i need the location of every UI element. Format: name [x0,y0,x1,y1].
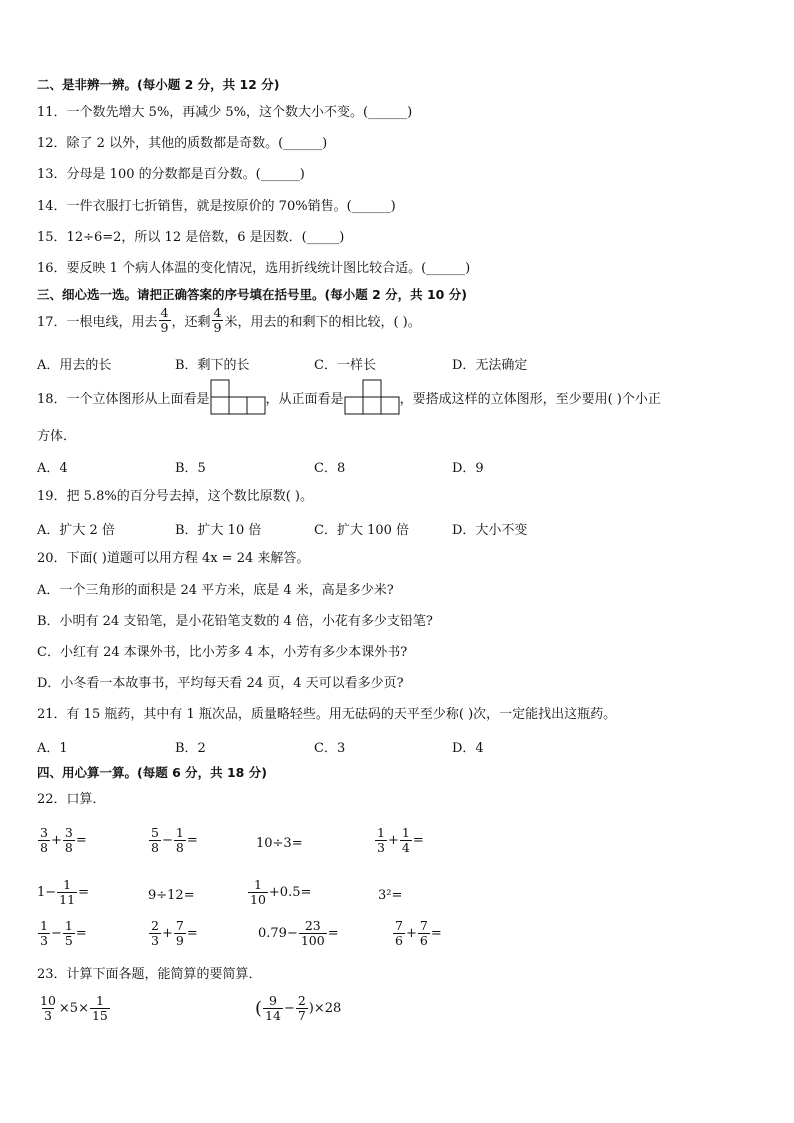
q23-title: 23．计算下面各题，能简算的要简算． [37,967,262,982]
q17-option-c: C．一样长 [314,358,376,373]
q22-title: 22．口算． [37,792,106,807]
section-2-heading: 二、是非辨一辨。(每小题 2 分，共 12 分) [37,77,280,92]
calc-r1-b: $\frac{5}{8}$ − $\frac{1}{8}$ = [151,825,198,855]
q21-option-d: D．4 [452,741,484,756]
q18-option-a: A．4 [37,461,68,476]
calc-23-expr-2: ( $\frac{9}{14}$ − $\frac{2}{7}$ )×28 [255,993,342,1023]
q17-option-b: B．剩下的长 [175,358,250,373]
front-view-figure [344,379,400,415]
calc-r3-d: $\frac{7}{6}$ + $\frac{7}{6}$ = [395,918,442,948]
q18-text-3: ，要搭成这样的立体图形，至少要用( )个小正 [399,391,661,407]
q18-text-4: 方体． [37,429,77,444]
top-view-figure [210,379,266,415]
calc-r1-c: 10÷3= [256,836,303,851]
fraction: $\frac{4}{9}$ [213,305,222,335]
q17-text-2: ，还剩 [171,315,211,330]
question-18 [37,379,661,415]
question-14: 14．一件衣服打七折销售，就是按原价的 70%销售。(______) [37,199,396,214]
question-11: 11．一个数先增大 5%，再减少 5%，这个数大小不变。(______) [37,105,413,120]
q19-option-c: C．扩大 100 倍 [314,523,410,538]
q20-option-a: A．一个三角形的面积是 24 平方米，底是 4 米，高是多少米? [37,583,394,598]
q17-text-1: 17．一根电线，用去 [37,315,158,330]
q18-text-1: 18．一个立体图形从上面看是 [37,391,210,407]
question-13: 13．分母是 100 的分数都是百分数。(______) [37,167,305,182]
calc-23-expr-1: $\frac{10}{3}$ ×5× $\frac{1}{15}$ [40,993,108,1023]
calc-r1-a: $\frac{3}{8}$ + $\frac{3}{8}$ = [40,825,87,855]
calc-r2-c: $\frac{1}{10}$ +0.5= [250,877,312,907]
q18-option-d: D．9 [452,461,484,476]
fraction: $\frac{4}{9}$ [160,305,169,335]
calc-r3-c: 0.79− $\frac{23}{100}$ = [258,918,339,948]
question-16: 16．要反映 1 个病人体温的变化情况，选用折线统计图比较合适。(______) [37,261,471,276]
question-21: 21．有 15 瓶药，其中有 1 瓶次品，质量略轻些。用无砝码的天平至少称( )次，一定能找出这瓶药。 [37,707,617,722]
question-19: 19．把 5.8%的百分号去掉，这个数比原数( )。 [37,489,313,504]
q18-option-b: B．5 [175,461,206,476]
question-20: 20．下面( )道题可以用方程 4x = 24 来解答。 [37,551,310,566]
section-3-heading: 三、细心选一选。请把正确答案的序号填在括号里。(每小题 2 分，共 10 分) [37,287,467,302]
q21-option-b: B．2 [175,741,206,756]
q19-option-d: D．大小不变 [452,523,528,538]
question-12: 12．除了 2 以外，其他的质数都是奇数。(______) [37,136,328,151]
q17-option-a: A．用去的长 [37,358,112,373]
q21-option-a: A．1 [37,741,68,756]
question-15: 15．12÷6=2，所以 12 是倍数，6 是因数．(_____) [37,230,345,245]
calc-r3-b: $\frac{2}{3}$ + $\frac{7}{9}$ = [151,918,198,948]
q17-option-d: D．无法确定 [452,358,528,373]
calc-r3-a: $\frac{1}{3}$ − $\frac{1}{5}$ = [40,918,87,948]
q20-option-c: C．小红有 24 本课外书，比小芳多 4 本，小芳有多少本课外书? [37,645,408,660]
section-4-heading: 四、用心算一算。(每题 6 分，共 18 分) [37,765,267,780]
q18-option-c: C．8 [314,461,346,476]
q21-option-c: C．3 [314,741,346,756]
calc-r2-b: 9÷12= [148,888,195,903]
q19-option-a: A．扩大 2 倍 [37,523,115,538]
q20-option-d: D．小冬看一本故事书，平均每天看 24 页，4 天可以看多少页? [37,676,404,691]
q19-option-b: B．扩大 10 倍 [175,523,262,538]
q20-option-b: B．小明有 24 支铅笔，是小花铅笔支数的 4 倍，小花有多少支铅笔? [37,614,433,629]
q18-text-2: ，从正面看是 [265,391,344,407]
calc-r2-a: 1− $\frac{1}{11}$ = [37,877,89,907]
calc-r1-d: $\frac{1}{3}$ + $\frac{1}{4}$ = [377,825,424,855]
q17-text-3: 米，用去的和剩下的相比较，( )。 [224,315,421,330]
question-17 [37,306,421,335]
calc-r2-d: 3²= [378,888,403,903]
